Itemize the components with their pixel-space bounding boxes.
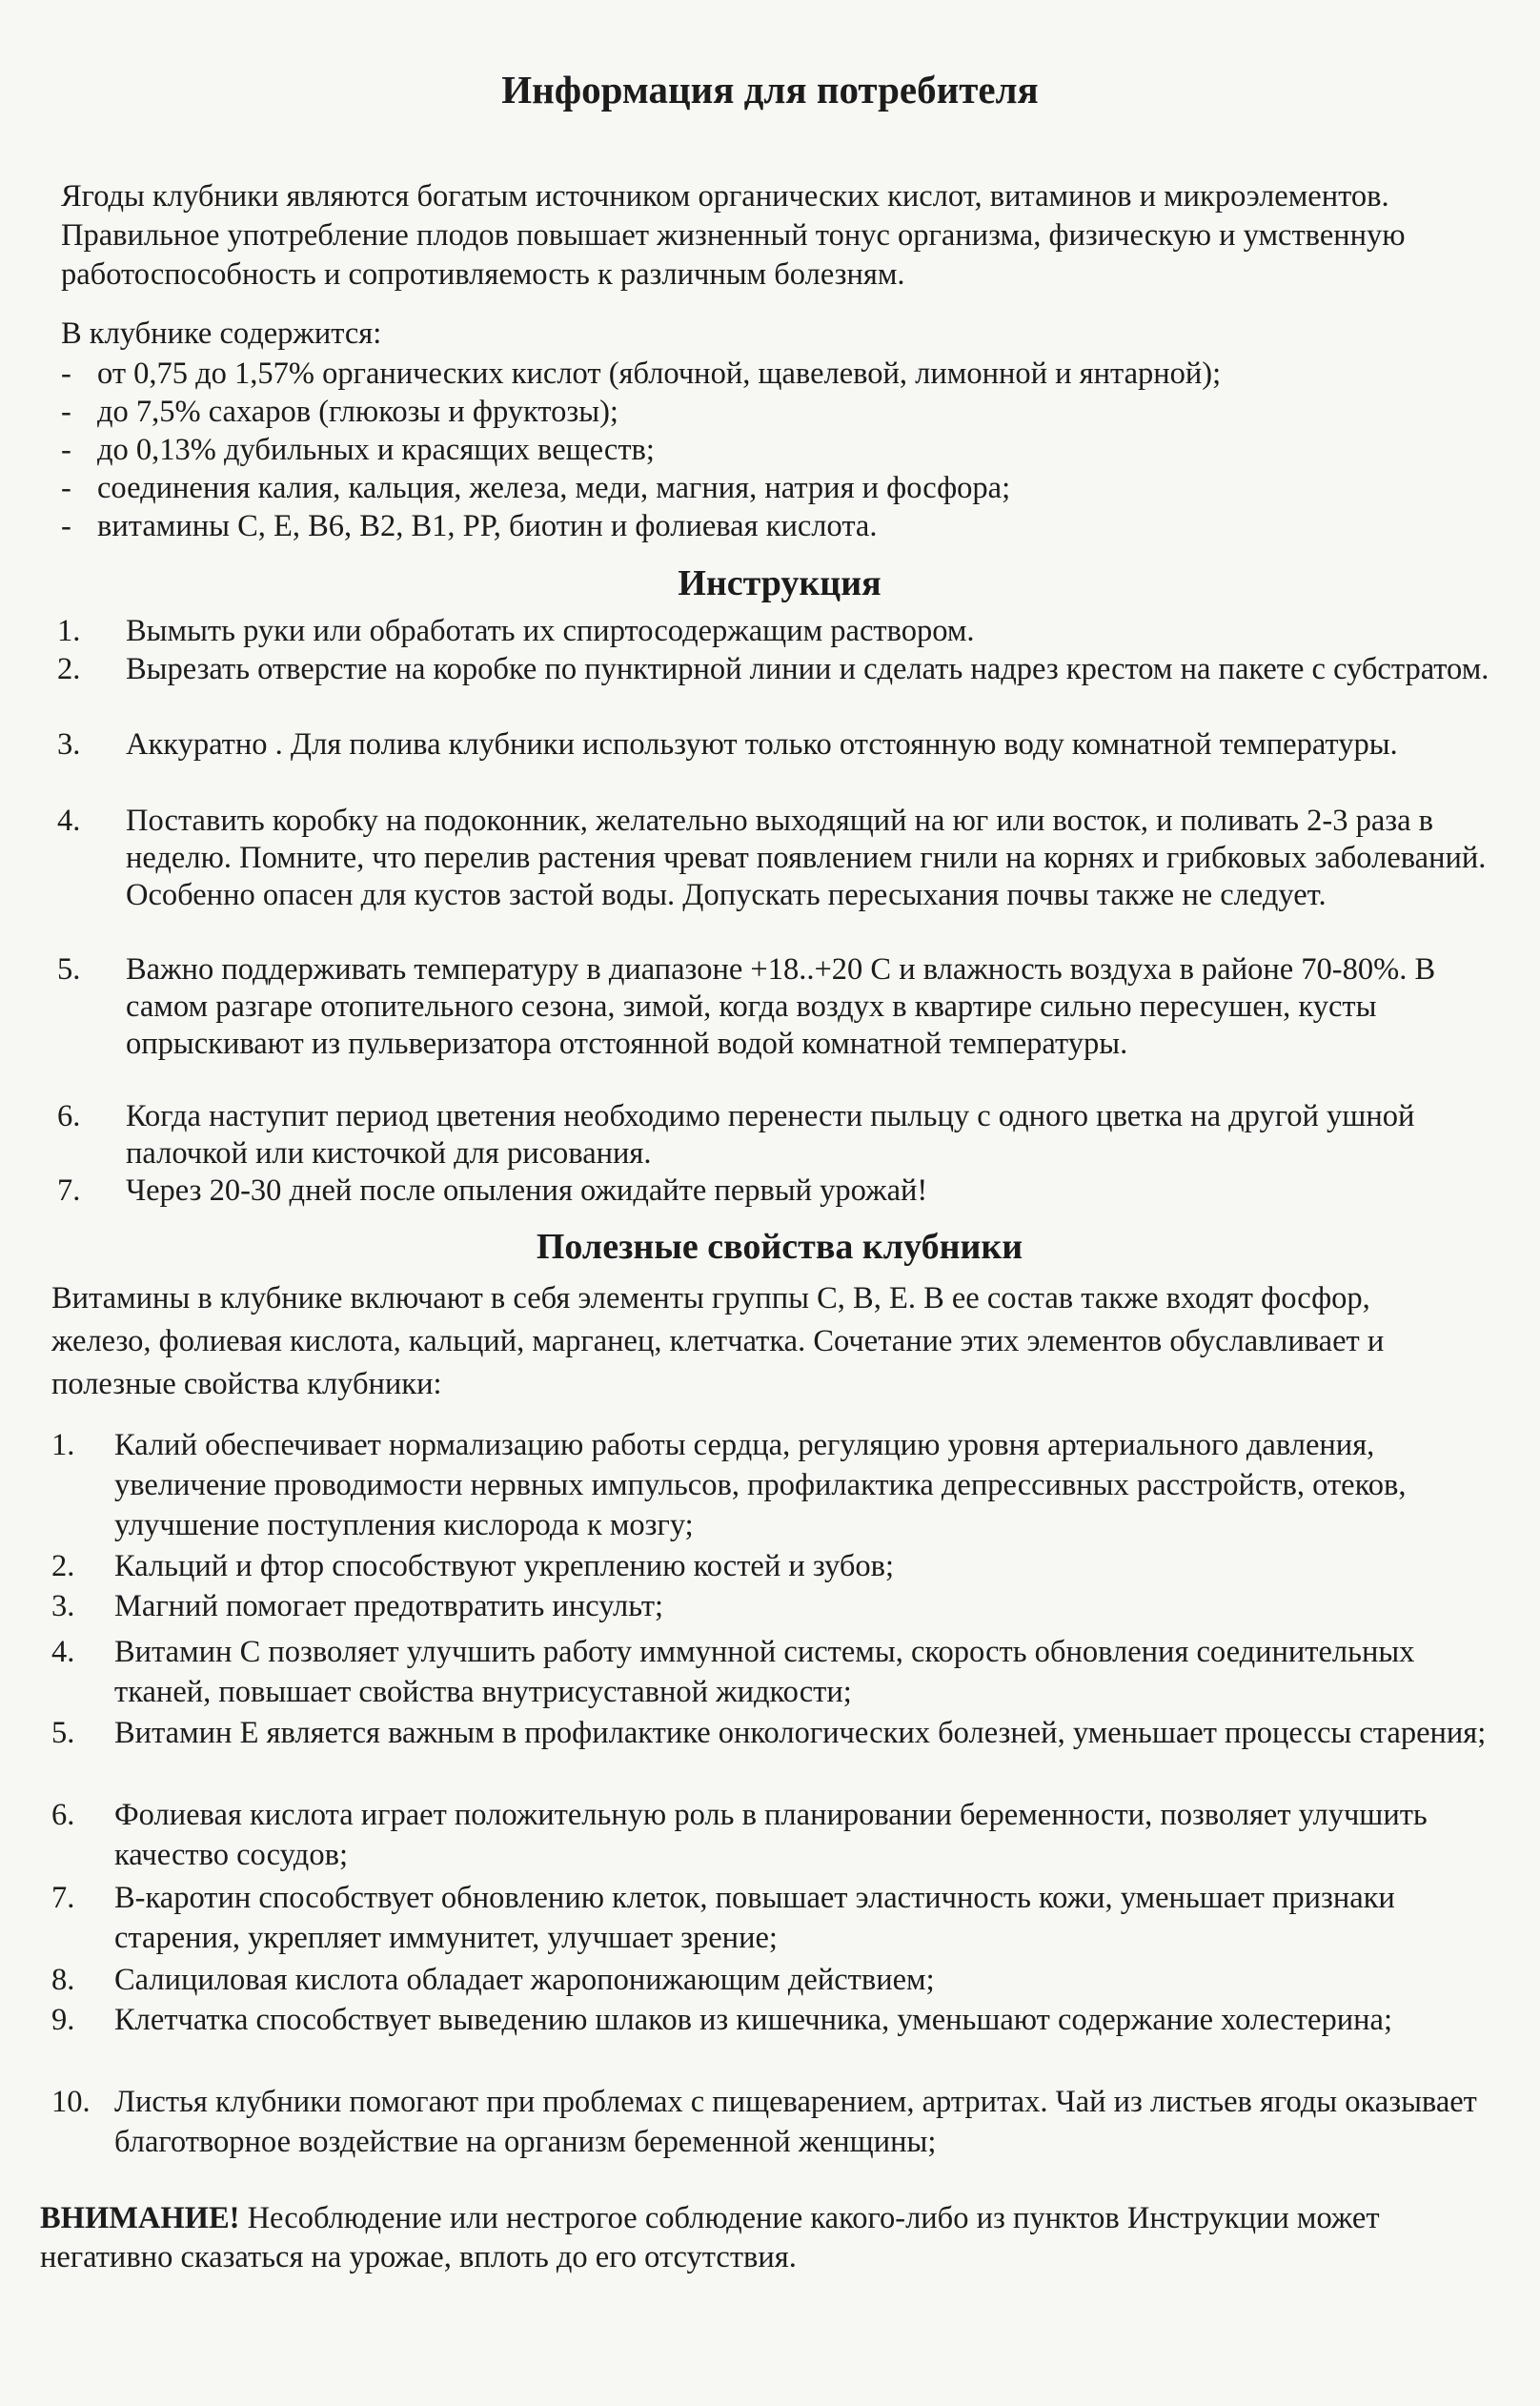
page-title: Информация для потребителя [501,68,1039,112]
contains-label: В клубнике содержится: [61,316,382,351]
instruction-heading: Инструкция [678,563,881,603]
benefits-intro: Витамины в клубнике включают в себя элементы группы С, В, Е. В ее состав также входят фосфор, железо, фолиевая кислота, кальций, марганец, клетчатка. Сочетание этих элементов обуславливает и полезные свойства клубники: [51,1281,1385,1401]
document-page: Информация для потребителя Ягоды клубники являются богатым источником органических кислот, витаминов и микроэлементов. Правильное употребление плодов повышает жизненный тонус организма, физическую и умственную работоспособность и сопротивляемость к различным болезням. В клубнике содержится: - от 0,75 до 1,57% органических кислот (яблочной, щавелевой, лимонной и янтарной); - до 7,5% сахаров (глюкозы и фруктозы); - до 0,13% дубильных и красящих веществ; - соединения калия, кальция, железа, меди, магния, натрия и фосфора; - витамины С, Е, В6, В2, В1, РР, биотин и фолиевая кислота. Инструкция 1. Вымыть руки или обработать их спиртосодержащим раствором. 2. Вырезать отверстие на коробке по пунктирной линии и сделать надрез крестом на пакете с субстратом. 3. Аккуратно . Для полива клубники используют только отстоянную воду комнатной температуры. 4. Поставить коробку на подоконник, желательно выходящий на юг или восток, и поливать 2-3 раза в неделю. Помните, что перелив растения чреват появлением гнили на корнях и грибковых заболеваний. Особенно опасен для кустов застой воды. Допускать пересыхания почвы также не следует. 5. Важно поддерживать температуру в диапазоне +18..+20 С и влажность воздуха в районе 70-80%. В самом разгаре отопительного сезона, зимой, когда воздух в квартире сильно пересушен, кусты опрыскивают из пульверизатора отстоянной водой комнатной температуры. 6. Когда наступит период цветения необходимо перенести пыльцу с одного цветка на другой ушной палочкой или кисточкой для рисования. 7. Через 20-30 дней после опыления ожидайте первый урожай! Полезные свойства клубники Витамины в клубнике включают в себя элементы группы С, В, Е. В ее состав также входят фосфор, железо, фолиевая кислота, кальций, марганец, клетчатка. Сочетание этих элементов обуславливает и полезные свойства клубники: 1. Калий обеспечивает нормализацию работы сердца, регуляцию уровня артериального давления, увеличение проводимости нервных импульсов, профилактика депрессивных расстройств, отеков, улучшение поступления кислорода к мозгу; 2. Кальций и фтор способствуют укреплению костей и зубов; 3. Магний помогает предотвратить инсульт; 4. Витамин С позволяет улучшить работу иммунной системы, скорость обновления соединительных тканей, повышает свойства внутрисуставной жидкости; 5. Витамин Е является важным в профилактике онкологических болезней, уменьшает процессы старения; 6. Фолиевая кислота играет положительную роль в планировании беременности, позволяет улучшить качество сосудов; 7. В-каротин способствует обновлению клеток, повышает эластичность кожи, уменьшает признаки старения, укрепляет иммунитет, улучшает зрение; 8. Салициловая кислота обладает жаропонижающим действием; 9. Клетчатка способствует выведению шлаков из кишечника, уменьшают содержание холестерина; 10. Листья клубники помогают при проблемах с пищеварением, артритах. Чай из листьев ягоды оказывает благотворное воздействие на организм беременной женщины; ВНИМАНИЕ! Несоблюдение или нестрогое соблюдение какого-либо из пунктов Инструкции может негативно сказаться на урожае, вплоть до его отсутствия. [0,0,1540,2406]
warning-label: ВНИМАНИЕ! [40,2201,240,2235]
warning-paragraph [40,2199,1489,2277]
intro-paragraph: Ягоды клубники являются богатым источником органических кислот, витаминов и микроэлементов. Правильное употребление плодов повышает жизненный тонус организма, физическую и умственную работоспособность и сопротивляемость к различным болезням. [61,179,1406,292]
warning-text: Несоблюдение или нестрогое соблюдение какого-либо из пунктов Инструкции может негативно сказаться на урожае, вплоть до его отсутствия. [40,2201,1380,2274]
benefits-heading: Полезные свойства клубники [536,1227,1023,1267]
